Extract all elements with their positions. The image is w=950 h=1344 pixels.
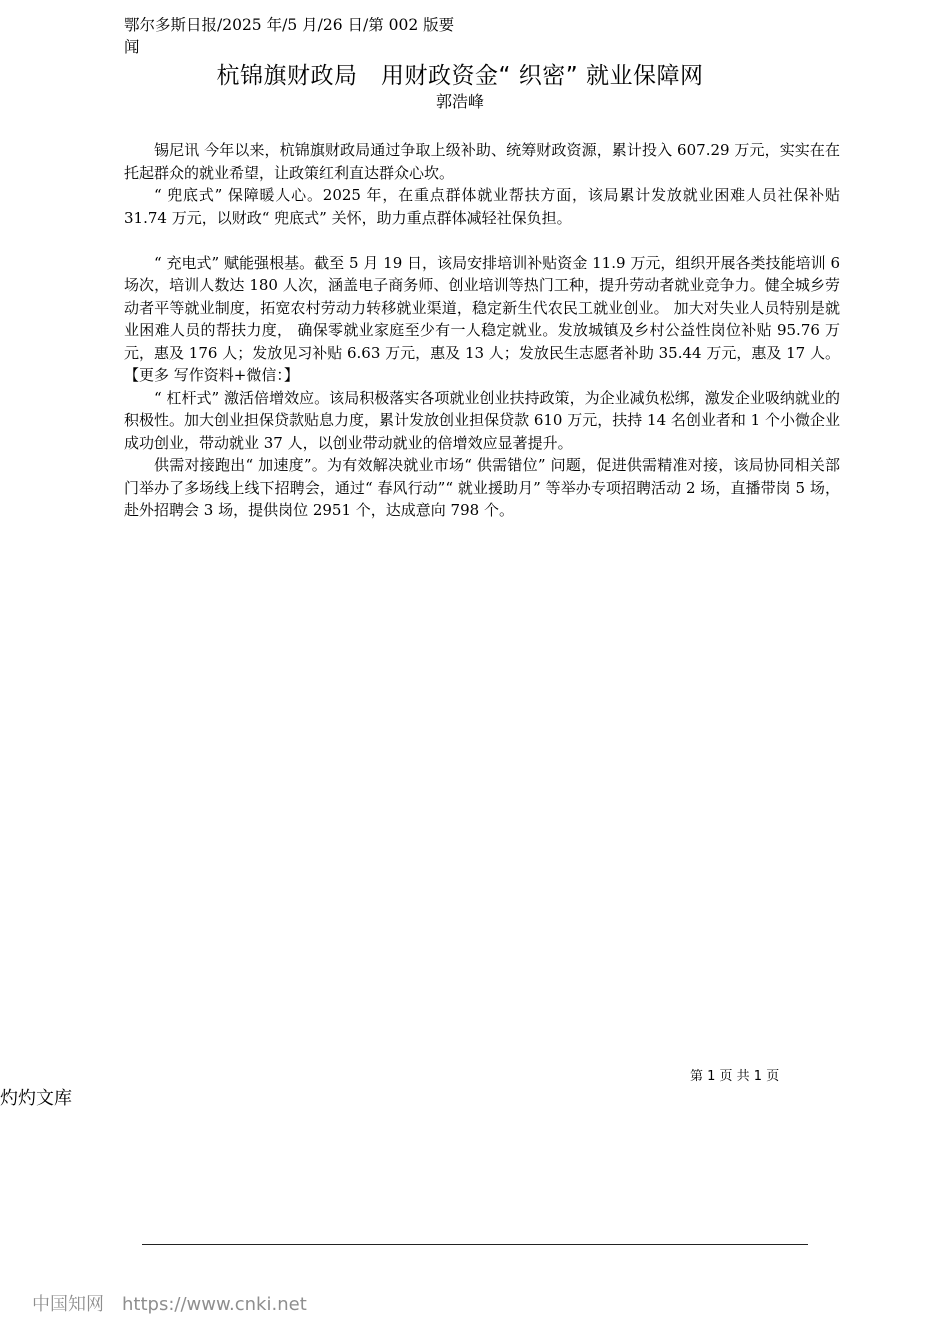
- article-paragraph-training: “ 充电式” 赋能强根基。截至 5 月 19 日，该局安排培训补贴资金 11.9 万元，组织开展各类技能培训 6 场次，培训人数达 180 人次，涵盖电子商务师、创业培训等热门工种，提升劳动者就业竞争力。健全城乡劳动者平等就业制度，拓宽农村劳动力转移就业渠道，稳定新生代农民工就业创业。 加大对失业人员特别是就业困难人员的帮扶力度， 确保零就业家庭至少有一人稳定就业。发放城镇及乡村公益性岗位补贴 95.76 万元，惠及 176 人；发放见习补贴 6.63 万元，惠及 13 人；发放民生志愿者补助 35.44 万元，惠及 17 人。【更多 写作资料+微信：】: [124, 253, 840, 384]
- article-title: 杭锦旗财政局 用财政资金“ 织密” 就业保障网: [216, 63, 704, 89]
- article-paragraph-social-security: “ 兜底式” 保障暖人心。2025 年，在重点群体就业帮扶方面，该局累计发放就业困难人员社保补贴 31.74 万元，以财政“ 兜底式” 关怀，助力重点群体减轻社保负担。: [124, 186, 840, 227]
- article-paragraph-entrepreneurship: “ 杠杆式” 激活倍增效应。该局积极落实各项就业创业扶持政策，为企业减负松绑，激发企业吸纳就业的积极性。加大创业担保贷款贴息力度，累计发放创业担保贷款 610 万元，扶持 14 名创业者和 1 个小微企业成功创业，带动就业 37 人，以创业带动就业的倍增效应显著提升。: [124, 388, 840, 452]
- article-paragraph-lead: 锡尼讯 今年以来，杭锦旗财政局通过争取上级补助、统筹财政资源，累计投入 607.29 万元，实实在在托起群众的就业希望，让政策红利直达群众心坎。: [124, 141, 840, 182]
- footer-branding: [32, 1293, 307, 1317]
- page-number: 第 1 页 共 1 页: [690, 1069, 780, 1084]
- article-paragraph-job-matching: 供需对接跑出“ 加速度”。为有效解决就业市场“ 供需错位” 问题，促进供需精准对接，该局协同相关部门举办了多场线上线下招聘会，通过“ 春风行动”“ 就业援助月” 等举办专项招聘活动 2 场，直播带岗 5 场，赴外招聘会 3 场，提供岗位 2951 个，达成意向 798 个。: [124, 456, 840, 519]
- cnki-url-link[interactable]: https://www.cnki.net: [122, 1294, 307, 1315]
- cnki-brand-name: 中国知网: [32, 1294, 104, 1315]
- wenku-watermark: 灼灼文库: [0, 1088, 72, 1109]
- source-line-text: 鄂尔多斯日报/2025 年/5 月/26 日/第 002 版要闻: [124, 16, 455, 56]
- article-author: 郭浩峰: [435, 92, 484, 111]
- footer-divider: [142, 1244, 808, 1245]
- article-body: [124, 139, 840, 522]
- newspaper-source-line: [124, 14, 464, 58]
